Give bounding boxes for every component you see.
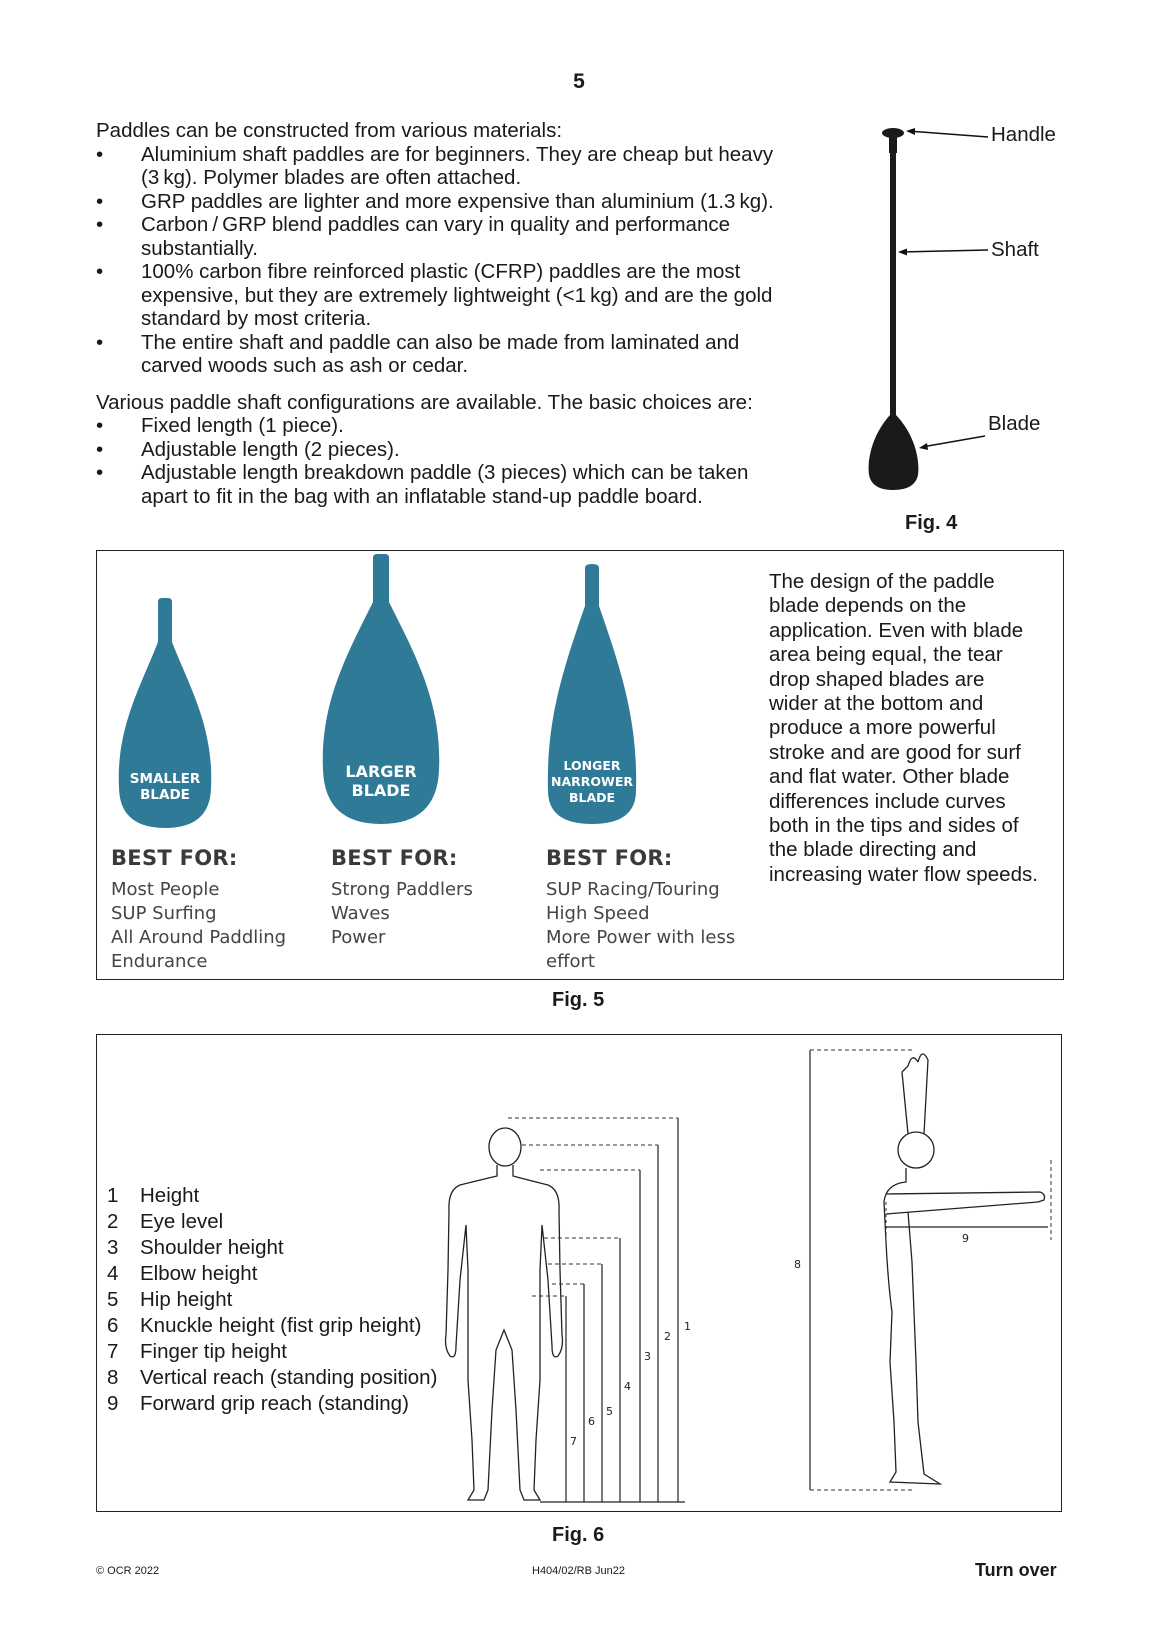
side-view-figure — [790, 1042, 1060, 1510]
materials-list — [96, 143, 776, 378]
marker-8: 8 — [794, 1258, 801, 1271]
marker-4: 4 — [624, 1380, 631, 1393]
list-item: All Around Paddling — [111, 927, 287, 948]
list-item: • Adjustable length breakdown paddle (3 pieces) which can be taken apart to fit in the bag with an inflatable stand-up paddle board. — [96, 461, 786, 508]
blade-column-larger — [331, 846, 473, 950]
paper-code: H404/02/RB Jun22 — [532, 1565, 625, 1577]
list-item: Endurance — [111, 951, 208, 972]
list-item: Waves — [331, 903, 390, 924]
list-item: Most People — [111, 879, 220, 900]
list-item: • 100% carbon fibre reinforced plastic (CFRP) paddles are the most expensive, but they are extremely lightweight (<1 kg) and are the gold standard by most criteria. — [96, 260, 776, 331]
page-number: 5 — [573, 70, 585, 93]
marker-2: 2 — [664, 1330, 671, 1343]
longer-narrower-blade-icon — [540, 562, 644, 826]
list-item: 6 Knuckle height (fist grip height) — [107, 1314, 422, 1337]
best-for-heading: BEST FOR: — [331, 846, 458, 870]
marker-7: 7 — [570, 1435, 577, 1448]
list-item: SUP Racing/Touring — [546, 879, 720, 900]
marker-5: 5 — [606, 1405, 613, 1418]
front-view-figure — [440, 1110, 740, 1510]
guide-lines — [508, 1118, 678, 1296]
best-for-list — [546, 878, 735, 974]
list-item: More Power with less — [546, 927, 736, 948]
list-item: • Fixed length (1 piece). — [96, 414, 786, 438]
copyright: © OCR 2022 — [96, 1565, 160, 1577]
fig6-caption: Fig. 6 — [552, 1524, 605, 1546]
shaft-label: Shaft — [991, 238, 1039, 261]
materials-section — [96, 119, 776, 508]
marker-3: 3 — [644, 1350, 651, 1363]
list-item: SUP Surfing — [111, 903, 217, 924]
list-item: • Aluminium shaft paddles are for beginners. They are cheap but heavy (3 kg). Polymer blades are often attached. — [96, 143, 776, 190]
marker-1: 1 — [684, 1320, 691, 1333]
smaller-blade-icon — [110, 598, 220, 830]
list-item: 4 Elbow height — [107, 1262, 258, 1285]
list-item: 3 Shoulder height — [107, 1236, 284, 1259]
list-item: Power — [331, 927, 386, 948]
list-item: High Speed — [546, 903, 650, 924]
config-list — [96, 414, 786, 508]
turn-over: Turn over — [975, 1560, 1057, 1580]
handle-label: Handle — [991, 123, 1056, 146]
fig5-caption: Fig. 5 — [552, 989, 605, 1011]
blade-label-line2: BLADE — [351, 781, 411, 800]
list-item: • The entire shaft and paddle can also be made from laminated and carved woods such as ash or cedar. — [96, 331, 776, 378]
list-item: 1 Height — [107, 1184, 200, 1207]
list-item: • GRP paddles are lighter and more expensive than aluminium (1.3 kg). — [96, 190, 776, 214]
larger-blade-icon — [318, 554, 444, 826]
marker-6: 6 — [588, 1415, 595, 1428]
best-for-heading: BEST FOR: — [546, 846, 673, 870]
blade-column-longer — [546, 846, 735, 974]
side-body-outline — [884, 1054, 1045, 1484]
front-body-outline — [446, 1128, 563, 1500]
best-for-list — [331, 878, 473, 950]
blade-design-description: The design of the paddle blade depends on the application. Even with blade area being equal, the tear drop shaped blades are wider at the bottom and produce a more powerful stroke and are good for surf and flat water. Other blade differences include curves both in the tips and sides of the blade directing and increasing water flow speeds. — [769, 570, 1038, 886]
blade-label: Blade — [988, 412, 1041, 435]
list-item: effort — [546, 951, 595, 972]
blade-label-line1: LONGER — [563, 758, 621, 773]
blade-column-smaller — [111, 846, 286, 974]
list-item: 5 Hip height — [107, 1288, 233, 1311]
marker-9: 9 — [962, 1232, 969, 1245]
materials-lead: Paddles can be constructed from various materials: — [96, 119, 563, 142]
best-for-heading: BEST FOR: — [111, 846, 238, 870]
blade-label-line2: NARROWER — [551, 774, 633, 789]
list-item: 8 Vertical reach (standing position) — [107, 1366, 438, 1389]
fig4-caption: Fig. 4 — [905, 512, 958, 534]
paddle-diagram — [820, 115, 1080, 505]
anthropometric-legend — [107, 1183, 437, 1417]
best-for-list — [111, 878, 286, 974]
blade-label-line1: LARGER — [345, 762, 417, 781]
list-item: 7 Finger tip height — [107, 1340, 288, 1363]
list-item: • Carbon / GRP blend paddles can vary in quality and performance substantially. — [96, 213, 776, 260]
blade-label-line1: SMALLER — [129, 771, 201, 787]
list-item: • Adjustable length (2 pieces). — [96, 438, 786, 462]
list-item: 2 Eye level — [107, 1210, 224, 1233]
config-lead: Various paddle shaft configurations are available. The basic choices are: — [96, 390, 753, 414]
list-item: Strong Paddlers — [331, 879, 473, 900]
list-item: 9 Forward grip reach (standing) — [107, 1392, 409, 1415]
blade-label-line3: BLADE — [568, 790, 616, 805]
blade-label-line2: BLADE — [140, 787, 190, 803]
